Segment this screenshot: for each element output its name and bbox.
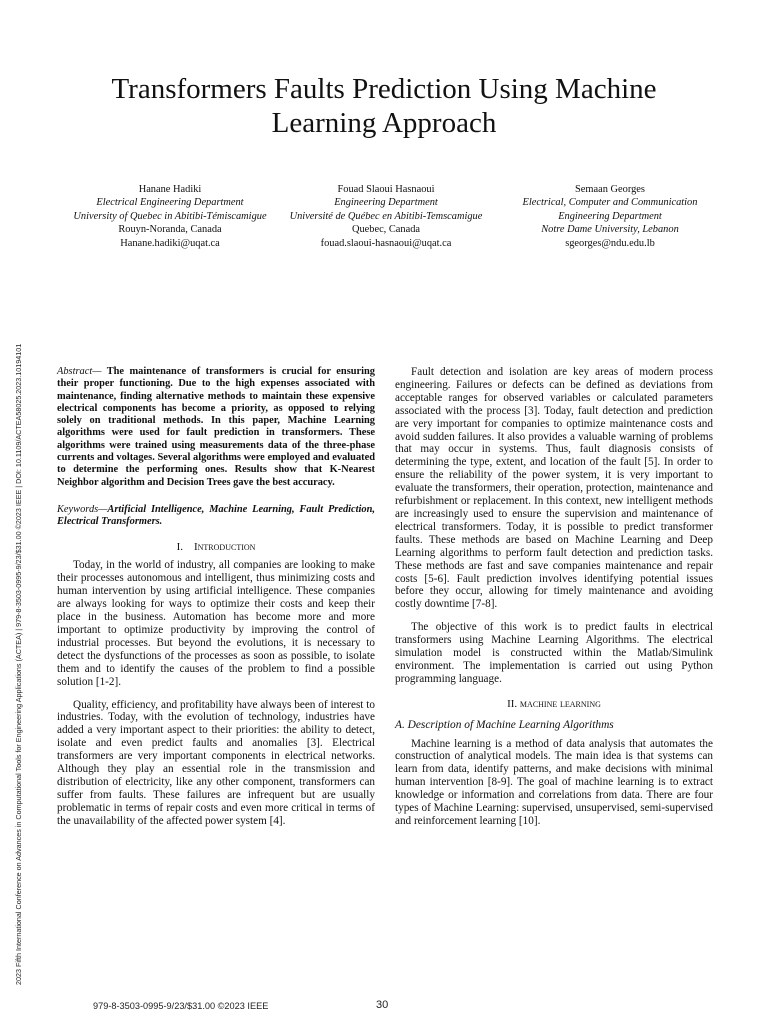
author-name: Fouad Slaoui Hasnaoui — [337, 184, 435, 195]
author-location: Quebec, Canada — [351, 224, 421, 236]
author-3 — [500, 183, 720, 250]
author-1 — [60, 183, 280, 250]
keywords-text: Artificial Intelligence, Machine Learning, Fault Prediction, Electrical Transformers. — [57, 503, 375, 528]
abstract — [57, 366, 375, 489]
author-name: Semaan Georges — [575, 184, 645, 195]
author-institution: University of Quebec in Abitibi-Témiscamigue — [73, 210, 267, 222]
author-email: Hanane.hadiki@uqat.ca — [120, 237, 220, 249]
section-heading-introduction — [57, 541, 375, 554]
intro-paragraph-1: Today, in the world of industry, all companies are looking to make their processes autonomous and intelligent, thus minimizing costs and human intervention by using artificial intelligence. These companies are always looking for ways to optimize their costs and keep their place in the business. Automation has become more and more important to optimize productivity by improving the control of industrial processes. But beyond the evolutions, it is necessary to detect the dysfunctions of the processes as soon as possible, to isolate them and to identify the causes of the problem to find a possible solution [1-2]. — [57, 559, 375, 688]
author-institution: Notre Dame University, Lebanon — [541, 224, 679, 236]
copyright-footer: 979-8-3503-0995-9/23/$31.00 ©2023 IEEE — [93, 1001, 269, 1011]
right-column — [395, 366, 713, 828]
ml-paragraph-1: Machine learning is a method of data analysis that automates the construction of analytical models. The main idea is that systems can learn from data, identify patterns, and make decisions with minimal human intervention [8-9]. The goal of machine learning is to extract knowledge or information and correlations from data. There are four types of Machine Learning: supervised, unsupervised, semi-supervised and reinforcement learning [10]. — [395, 737, 713, 827]
keywords — [57, 504, 375, 529]
author-department: Electrical Engineering Department — [96, 197, 244, 209]
author-email: sgeorges@ndu.edu.lb — [565, 237, 655, 249]
abstract-text: The maintenance of transformers is crucial for ensuring their proper functioning. Due to the high expenses associated with maintenance, finding alternative methods to maintain these expensive electrical components has become a priority, as opposed to relying solely on traditional methods. In this paper, Machine Learning algorithms were used for fault prediction in transformers. These algorithms were trained using measurements data of the three-phase currents and voltages. Several algorithms were employed and evaluated to determine the performing ones. Results show that K-Nearest Neighbor algorithm and Decision Trees gave the best accuracy. — [57, 366, 375, 488]
author-email: fouad.slaoui-hasnaoui@uqat.ca — [320, 237, 452, 249]
author-department: Electrical, Computer and Communication Engineering Department — [522, 197, 698, 222]
subsection-heading: A. Description of Machine Learning Algorithms — [395, 718, 614, 731]
author-name: Hanane Hadiki — [138, 184, 202, 195]
section-heading-machine-learning — [395, 698, 713, 711]
author-institution: Université de Québec en Abitibi-Temscamigue — [289, 210, 483, 222]
abstract-lead: Abstract— — [57, 366, 102, 377]
left-column — [57, 366, 375, 828]
conference-doi-strip: 2023 Fifth International Conference on Advances in Computational Tools for Engineering Applications (ACTEA) | 979-8-3503-0995-9/23/$31.00 ©2023 IEEE | DOI: 10.1109/ACTEA58025.2023.10194101 — [14, 343, 23, 985]
author-department: Engineering Department — [334, 197, 438, 209]
author-2 — [276, 183, 496, 250]
section-number: II. — [507, 697, 518, 710]
section-number: I. — [176, 540, 183, 553]
body-paragraph-1: Fault detection and isolation are key areas of modern process engineering. Failures or defects can be defined as deviations from acceptable ranges for observed variables or calculated parameters associated with the process [3]. Today, fault detection and prediction are very important for companies to optimize maintenance costs and avoid sudden failures. It also provides a valuable warning of problems that may occur in systems. Thus, fault diagnosis consists of determining the type, extent, and location of the fault [5]. In order to ensure the reliability of the power system, it is very important to evaluate the transformers, their operation, protection, maintenance and refurbishment or replacement. In this context, new intelligent methods are increasingly used to ensure the supervision and maintenance of electrical transformers. Today, it is possible to predict transformer faults. These methods are based on Machine Learning and Deep Learning algorithms to perform fault detection and prediction tasks. These methods are fast and save companies maintenance and repair costs [5-6]. Fault prediction involves identifying potential issues before they occur, allowing for timely maintenance and avoiding costly downtime [7-8]. — [395, 366, 713, 611]
intro-paragraph-2: Quality, efficiency, and profitability have always been of interest to industries. Today, with the evolution of technology, industries have added a very important aspect to their priorities: the ability to detect, isolate and even predict faults and anomalies [3]. Electrical transformers are very important components in electrical networks. Although they play an essential role in the transmission and distribution of electricity, like any other component, transformers can suffer from faults. These failures are infrequent but are usually problematic in terms of repair costs and even more critical in terms of the unavailability of the affected power system [4]. — [57, 698, 375, 827]
section-title: Introduction — [193, 540, 256, 553]
keywords-lead: Keywords— — [57, 503, 108, 515]
section-title: machine learning — [519, 697, 601, 710]
body-paragraph-2: The objective of this work is to predict faults in electrical transformers using Machine Learning Algorithms. The electrical simulation model is constructed within the Matlab/Simulink environment. The implementation is carried out using Python programming language. — [395, 621, 713, 685]
author-location: Rouyn-Noranda, Canada — [118, 224, 222, 236]
paper-title: Transformers Faults Prediction Using Machine Learning Approach — [111, 73, 657, 139]
page-number: 30 — [376, 999, 389, 1011]
